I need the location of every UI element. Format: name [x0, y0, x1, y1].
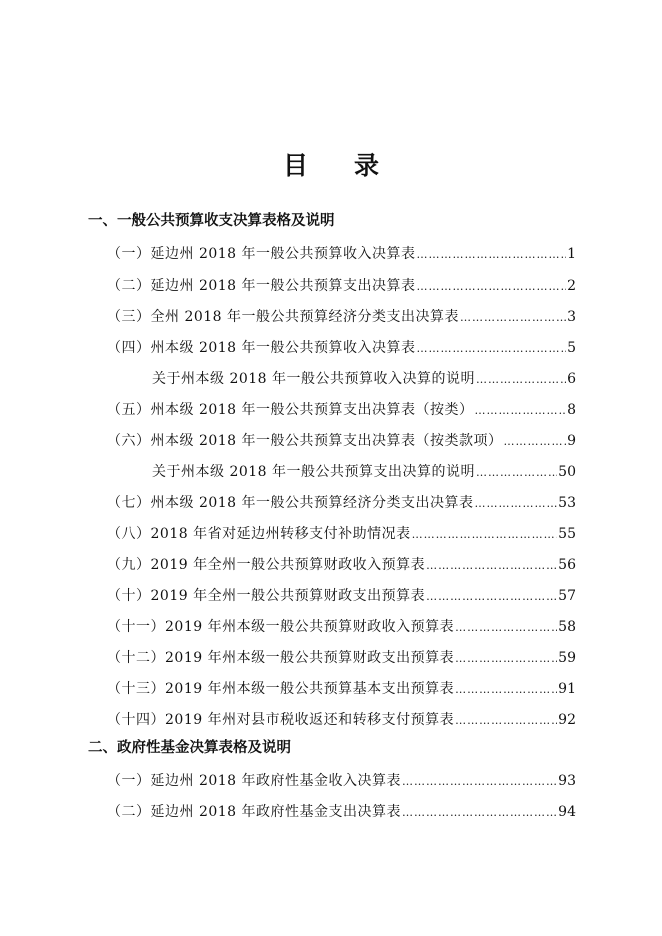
toc-entry-page: 50 [558, 464, 576, 480]
toc-entry-label: （十）2019 年全州一般公共预算财政支出预算表 [107, 588, 426, 604]
toc-entry-label: （一）延边州 2018 年政府性基金收入决算表 [107, 773, 402, 789]
leader-dots [417, 246, 567, 264]
toc-entry[interactable] [107, 276, 576, 296]
toc-entry-label: （十二）2019 年州本级一般公共预算财政支出预算表 [107, 650, 455, 666]
toc-entry-page: 6 [567, 371, 576, 387]
toc-entry[interactable] [107, 679, 576, 699]
toc-entry-label: （十三）2019 年州本级一般公共预算基本支出预算表 [107, 681, 455, 697]
toc-entry[interactable] [107, 244, 576, 264]
leader-dots [455, 712, 557, 730]
leader-dots [455, 681, 557, 699]
toc-entry-label: （二）延边州 2018 年政府性基金支出决算表 [107, 804, 402, 820]
toc-entry[interactable] [107, 802, 576, 822]
leader-dots [417, 278, 567, 296]
toc-entry[interactable] [107, 400, 576, 420]
toc-entry-label: （二）延边州 2018 年一般公共预算支出决算表 [107, 278, 416, 294]
toc-entry-label: （九）2019 年全州一般公共预算财政收入预算表 [107, 557, 426, 573]
page-title: 目录 [282, 151, 425, 180]
leader-dots [504, 433, 567, 451]
toc-entry-label: （六）州本级 2018 年一般公共预算支出决算表（按类款项） [107, 433, 503, 449]
section-heading-1: 一、一般公共预算收支决算表格及说明 [88, 213, 335, 229]
toc-entry[interactable] [107, 710, 576, 730]
toc-entry-label: 关于州本级 2018 年一般公共预算收入决算的说明 [152, 371, 476, 387]
toc-entry[interactable] [107, 493, 576, 513]
toc-entry-page: 3 [567, 309, 576, 325]
toc-entry-page: 8 [567, 402, 576, 418]
toc-entry-page: 2 [567, 278, 576, 294]
toc-entry-page: 53 [558, 495, 576, 511]
toc-entry[interactable] [107, 648, 576, 668]
toc-entry-label: （一）延边州 2018 年一般公共预算收入决算表 [107, 246, 416, 262]
toc-entry[interactable] [107, 555, 576, 575]
leader-dots [475, 495, 558, 513]
toc-entry-page: 55 [558, 526, 576, 542]
toc-entry-label: （八）2018 年省对延边州转移支付补助情况表 [107, 526, 411, 542]
toc-entry-label: （五）州本级 2018 年一般公共预算支出决算表（按类） [107, 402, 474, 418]
toc-entry-page: 93 [558, 773, 576, 789]
leader-dots [475, 402, 567, 420]
toc-entry[interactable] [107, 771, 576, 791]
leader-dots [426, 557, 557, 575]
toc-entry[interactable] [107, 524, 576, 544]
toc-entry-label: （十一）2019 年州本级一般公共预算财政收入预算表 [107, 619, 455, 635]
toc-entry[interactable] [107, 338, 576, 358]
toc-entry[interactable] [107, 307, 576, 327]
toc-entry-page: 59 [558, 650, 576, 666]
leader-dots [412, 526, 558, 544]
toc-entry[interactable] [107, 586, 576, 606]
toc-entry[interactable] [152, 462, 576, 482]
toc-entry-page: 9 [567, 433, 576, 449]
toc-entry[interactable] [152, 369, 576, 389]
toc-entry-page: 1 [567, 246, 576, 262]
toc-entry-page: 5 [567, 340, 576, 356]
toc-entry-page: 57 [558, 588, 576, 604]
leader-dots [426, 588, 557, 606]
toc-entry-label: （四）州本级 2018 年一般公共预算收入决算表 [107, 340, 416, 356]
leader-dots [476, 371, 566, 389]
leader-dots [417, 340, 567, 358]
toc-entry-label: 关于州本级 2018 年一般公共预算支出决算的说明 [152, 464, 476, 480]
leader-dots [455, 619, 557, 637]
leader-dots [402, 804, 557, 822]
leader-dots [402, 773, 557, 791]
toc-entry-page: 94 [558, 804, 576, 820]
toc-entry[interactable] [107, 617, 576, 637]
toc-entry-page: 91 [558, 681, 576, 697]
toc-entry-label: （七）州本级 2018 年一般公共预算经济分类支出决算表 [107, 495, 474, 511]
toc-entry[interactable] [107, 431, 576, 451]
toc-entry-page: 58 [558, 619, 576, 635]
leader-dots [476, 464, 557, 482]
toc-entry-label: （三）全州 2018 年一般公共预算经济分类支出决算表 [107, 309, 460, 325]
section-heading-2: 二、政府性基金决算表格及说明 [88, 740, 291, 756]
toc-entry-label: （十四）2019 年州对县市税收返还和转移支付预算表 [107, 712, 455, 728]
leader-dots [455, 650, 557, 668]
leader-dots [460, 309, 566, 327]
toc-entry-page: 92 [558, 712, 576, 728]
toc-entry-page: 56 [558, 557, 576, 573]
